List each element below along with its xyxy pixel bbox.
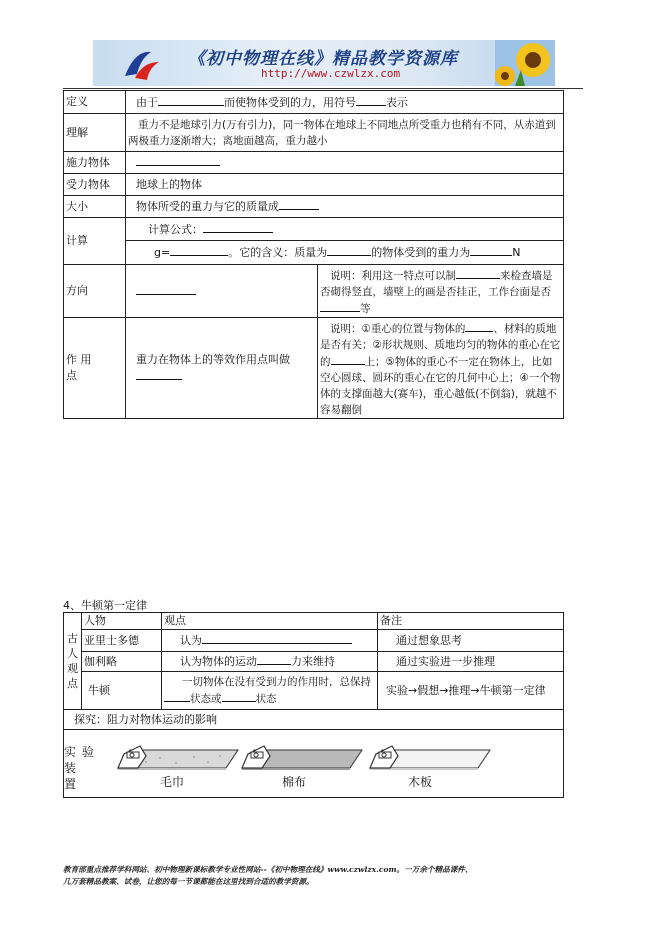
blank-plumb[interactable] [456, 267, 500, 279]
row-label-understanding: 理解 [64, 114, 126, 152]
person-galileo: 伽利略 [82, 652, 162, 672]
direction-cell [126, 265, 318, 318]
blank-newton-state2[interactable] [222, 690, 256, 702]
blank-aristotle-view[interactable] [202, 632, 352, 644]
blank-galileo-view[interactable] [257, 653, 291, 665]
blank-level[interactable] [320, 300, 360, 312]
footer-line-2: 几万套精品教案、试卷，让您的每一节课都能在这里找到合适的教学资源。 [63, 877, 314, 886]
banner-title: 《初中物理在线》精品教学资源库 [188, 49, 458, 69]
cotton-surface-drawing [240, 736, 364, 770]
view-newton: 一切物体在没有受到力的作用时，总保持状态或 状态 [162, 672, 378, 710]
row-label-force-exerter: 施力物体 [64, 152, 126, 174]
definition-cell: 由于 而使物体受到的力，用符号 表示 [126, 91, 564, 114]
action-point-cell: 重力在物体上的等效作用点叫做 [126, 318, 318, 419]
force-exerter-cell [126, 152, 564, 174]
blank-mass[interactable] [327, 244, 371, 256]
blank-newton-state1[interactable] [164, 690, 190, 702]
blank-g-value[interactable] [170, 244, 228, 256]
blank-cause[interactable] [158, 94, 224, 106]
magnitude-cell: 物体所受的重力与它的质量成 [126, 196, 564, 218]
apparatus-row [64, 730, 564, 798]
blank-shape[interactable] [465, 320, 493, 332]
explore-row: 探究：阻力对物体运动的影响 [64, 710, 564, 730]
row-label-calculation: 计算 [64, 218, 126, 265]
header-person: 人物 [82, 613, 162, 630]
apparatus-label: 实验装 置 [64, 745, 101, 791]
site-logo-icon [121, 44, 161, 84]
blank-proportion[interactable] [279, 198, 319, 210]
note-aristotle: 通过想象思考 [378, 630, 564, 652]
blank-force-exerter[interactable] [136, 154, 220, 166]
action-point-note-cell: 说明：①重心的位置与物体的 、材料的质地是否有关；②形状规则、质地均匀的物体的重心在它的 上；⑤物体的重心不一定在物体上，比如空心圆球、圆环的重心在它的几何中心上；④一个物体的支撑面越大(赛车)，重心越低(不倒翁)，就越不容易翻倒 [318, 318, 564, 419]
header-note: 备注 [378, 613, 564, 630]
force-receiver-cell: 地球上的物体 [126, 174, 564, 196]
towel-surface-drawing [116, 736, 240, 770]
row-label-magnitude: 大小 [64, 196, 126, 218]
row-label-direction: 方向 [64, 265, 126, 318]
row-label-definition: 定义 [64, 91, 126, 114]
ancient-views-label: 古 人 观 点 [64, 613, 82, 710]
surface-label-cotton: 棉布 [282, 775, 307, 789]
footer-line-1: 教育部重点推荐学科网站、初中物理新课标教学专业性网站--《初中物理在线》www.czwlzx.com。一万余个精品课件、 [63, 865, 473, 874]
blank-center-of-gravity[interactable] [136, 368, 182, 380]
banner-url[interactable]: http://www.czwlzx.com [261, 67, 401, 80]
header-rule [63, 88, 583, 89]
note-newton: 实验→假想→推理→牛顿第一定律 [378, 672, 564, 710]
wood-surface-drawing [368, 736, 492, 770]
gravity-table [63, 90, 564, 419]
newton-table [63, 612, 564, 798]
view-aristotle: 认为 [162, 630, 378, 652]
formula-cell: 计算公式： [126, 218, 564, 241]
person-newton: 牛顿 [82, 672, 162, 710]
blank-formula[interactable] [203, 221, 273, 233]
note-galileo: 通过实验进一步推理 [378, 652, 564, 672]
view-galileo: 认为物体的运动 力来维持 [162, 652, 378, 672]
header-view: 观点 [162, 613, 378, 630]
newton-section-title: 4、牛顿第一定律 [63, 599, 147, 612]
row-label-force-receiver: 受力物体 [64, 174, 126, 196]
header-banner [93, 40, 555, 86]
direction-note-cell: 说明：利用这一特点可以制 来检查墙是否砌得竖直，墙壁上的画是否挂正，工作台面是否等 [318, 265, 564, 318]
blank-direction[interactable] [136, 283, 196, 295]
sunflower-icon [495, 40, 555, 86]
footer-note [63, 864, 593, 888]
blank-weight[interactable] [470, 244, 512, 256]
surface-label-towel: 毛巾 [160, 775, 185, 789]
meaning-cell: g= 。它的含义：质量为 的物体受到的重力为 N [126, 241, 564, 265]
row-label-action-point: 作 用 点 [64, 318, 126, 419]
surface-label-wood: 木板 [408, 775, 433, 789]
person-aristotle: 亚里士多德 [82, 630, 162, 652]
understanding-cell: 重力不是地球引力(万有引力)，同一物体在地球上不同地点所受重力也稍有不同，从赤道到两极重力逐渐增大；离地面越高，重力越小 [126, 114, 564, 152]
blank-geometric-center[interactable] [331, 353, 365, 365]
blank-symbol[interactable] [356, 94, 386, 106]
